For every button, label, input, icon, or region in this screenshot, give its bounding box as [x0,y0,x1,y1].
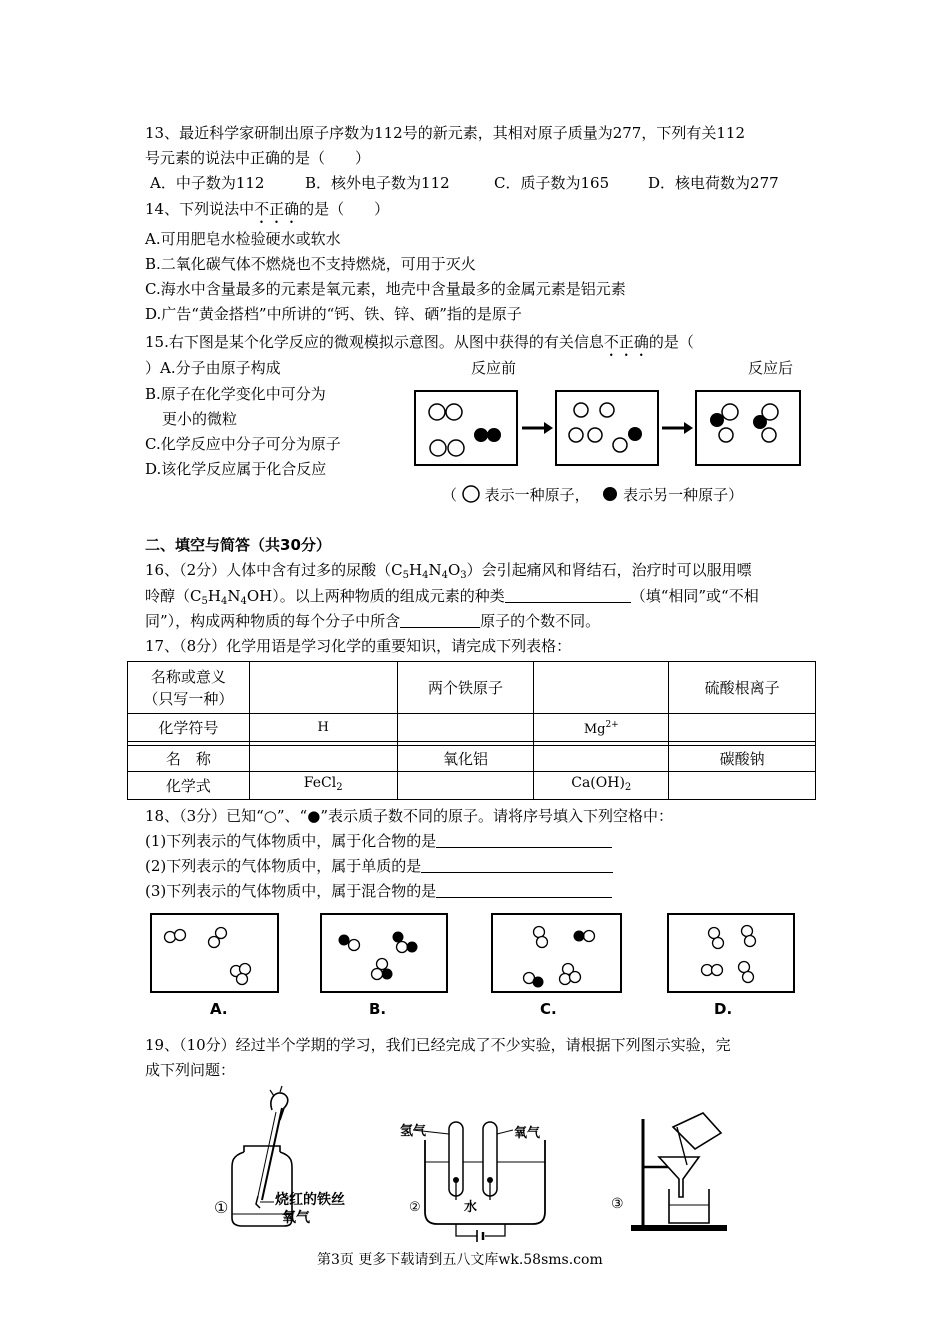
q18-caption-c: C. [540,1000,557,1018]
q15-reaction-diagram [414,390,804,470]
q14-option-c: C.海水中含量最多的元素是氧元素，地壳中含量最多的金属元素是铝元素 [145,280,626,298]
atom-white [537,937,548,948]
q17-stem: 17、（8分）化学用语是学习化学的重要知识，请完成下列表格： [145,637,572,655]
q17-table [127,661,816,800]
q13-option-d: D．核电荷数为277 [648,174,779,192]
fig2-number: ② [409,1200,421,1215]
q13-option-a: A．中子数为112 [150,174,265,192]
fig2-label-oxygen: 氧气 [514,1126,541,1141]
fig1-label-wire: 烧红的铁丝 [275,1192,345,1208]
q16-line3 [145,611,600,631]
atom-white [745,936,756,947]
atom-white [742,926,753,937]
atom-black [407,942,418,953]
diagram-box-b [321,914,447,992]
subscript: 4 [240,596,247,607]
q18-answer-blank-3[interactable] [436,881,612,898]
q16-text: 同”），构成两种物质的每个分子中所含 [145,612,401,630]
q15-option-d: D.该化学反应属于化合反应 [145,460,327,478]
atom-white [719,428,733,442]
atom-black [339,935,350,946]
q16-answer-blank-1[interactable] [505,586,631,603]
table-header-cell: 化学符号 [128,714,250,742]
q14-stem-pre: 14、下列说法中 [145,200,255,218]
atom-white [165,932,176,943]
atom-white [702,965,713,976]
atom-white [534,927,545,938]
reaction-box-middle [556,391,658,465]
q16-text: H [408,561,423,579]
answer-cell[interactable] [534,662,669,714]
diagram-box-d [668,914,794,992]
subscript: 4 [422,570,429,581]
answer-cell[interactable] [669,772,816,800]
arrow-1-head [544,422,553,434]
q15-legend [442,485,743,505]
q16-text: O [447,561,461,579]
page-footer: 第3页 更多下载请到五八文库wk.58sms.com [317,1252,603,1268]
table-row [128,772,816,800]
atom-white [600,403,614,417]
atom-white [240,964,251,975]
q18-caption-b: B. [369,1000,387,1018]
q16-text: N [428,561,442,579]
answer-cell[interactable] [249,746,397,772]
cell-line: （只写一种） [143,689,234,708]
fig1-number: ① [214,1198,229,1217]
atom-white [709,928,720,939]
q14-option-d: D.广告“黄金搭档”中所讲的“钙、铁、锌、硒”指的是原子 [145,305,522,323]
table-row [128,662,816,714]
table-row [128,714,816,742]
q18-answer-blank-1[interactable] [436,831,612,848]
table-header-cell: 名 称 [128,746,250,772]
q15-stem [145,332,694,360]
subscript: 5 [402,570,409,581]
cell-text: FeCl [303,775,337,791]
table-cell [249,772,397,800]
subscript: 4 [441,570,448,581]
q16-text: 16、（2分）人体中含有过多的尿酸（C [145,561,403,579]
wire-holder [262,1108,282,1200]
stand-base [631,1225,727,1231]
atom-white [429,404,445,420]
table-cell: 硫酸根离子 [669,662,816,714]
legend-white-atom-icon [462,485,480,503]
atom-white [175,930,186,941]
cell-text: Mg [583,722,606,737]
atom-white [430,440,446,456]
q18-sub3 [145,881,612,901]
diagram-box-a [151,914,278,992]
receiving-beaker [669,1189,709,1223]
table-cell: H [249,714,397,742]
atom-black [753,415,767,429]
q16-text: OH）。以上两种物质的组成元素的种类 [246,587,505,605]
q16-line1 [145,560,752,586]
q19-line2: 成下列问题： [145,1061,236,1079]
q18-sub2-text: (2)下列表示的气体物质中，属于单质的是 [145,857,422,875]
atom-white [397,942,408,953]
q13-line1: 13、最近科学家研制出原子序数为112号的新元素，其相对原子质量为277，下列有关112 [145,124,745,142]
q16-text: 呤醇（C [145,587,202,605]
table-cell: 氧化铝 [397,746,534,772]
q15-stem-pre: 15.右下图是某个化学反应的微观模拟示意图。从图中获得的有关信息 [145,333,604,351]
q13-option-b: B．核外电子数为112 [305,174,450,192]
q15-option-a: ）A.分子由原子构成 [145,359,281,377]
atom-white [237,974,248,985]
q18-sub3-text: (3)下列表示的气体物质中，属于混合物的是 [145,882,437,900]
atom-white [722,404,738,420]
atom-black [474,428,488,442]
atom-black [574,931,585,942]
table-header-cell [128,662,250,714]
legend-black-text: 表示另一种原子） [623,486,744,504]
atom-white [762,428,776,442]
table-cell [534,772,669,800]
funnel [659,1157,699,1197]
q18-sub1-text: (1)下列表示的气体物质中，属于化合物的是 [145,832,437,850]
legend-white-text: 表示一种原子， [484,486,590,504]
q14-stem [145,199,389,227]
atom-white [712,965,723,976]
q15-option-b2: 更小的微粒 [162,410,238,428]
table-row [128,746,816,772]
table-cell: 碳酸钠 [669,746,816,772]
atom-white [560,974,571,985]
q13-line2: 号元素的说法中正确的是（ ） [145,149,371,167]
answer-cell[interactable] [397,714,534,742]
q14-stem-post: 的是（ ） [299,200,390,218]
q14-stem-emphasis: 不正确 [254,200,300,218]
q16-text: H [207,587,221,605]
cell-line: 名称或意义 [150,667,226,686]
atom-white [377,959,388,970]
q15-stem-post: 的是（ [648,333,694,351]
q18-caption-a: A. [210,1000,228,1018]
q15-label-after: 反应后 [748,359,794,377]
q18-answer-blank-2[interactable] [421,856,613,873]
atom-black [393,932,404,943]
atom-black [487,428,501,442]
atom-white [446,404,462,420]
fig3-number: ③ [611,1196,624,1212]
atom-black [533,977,544,988]
subscript: 2 [336,782,343,793]
atom-white [372,969,383,980]
q13-option-c: C．质子数为165 [494,174,610,192]
reaction-box-after [696,391,800,465]
table-cell [534,714,669,742]
answer-cell[interactable] [249,662,397,714]
q15-label-before: 反应前 [471,359,517,377]
atom-white [569,428,583,442]
legend-open: （ [442,486,458,504]
fig2-label-hydrogen: 氢气 [400,1124,427,1139]
arrow-2-head [684,422,693,434]
experiment-filtration-figure [625,1105,735,1235]
q15-stem-emphasis: 不正确 [603,333,649,351]
subscript: 4 [220,596,228,607]
q16-text: （填“相同”或“不相 [630,587,759,605]
table-header-cell: 化学式 [128,772,250,800]
reaction-box-before [415,391,517,465]
q14-option-b: B.二氧化碳气体不燃烧也不支持燃烧，可用于灭火 [145,255,476,273]
atom-black [628,427,642,441]
q18-diagrams [150,913,830,995]
q15-option-c: C.化学反应中分子可分为原子 [145,435,341,453]
q14-option-a: A.可用肥皂水检验硬水或软水 [145,230,341,248]
q18-caption-d: D. [714,1000,733,1018]
q19-line1: 19、（10分）经过半个学期的学习，我们已经完成了不少实验，请根据下列图示实验，完 [145,1036,731,1054]
q16-answer-blank-2[interactable] [400,611,480,628]
pouring-beaker [673,1113,721,1149]
fig1-label-gas: 氧气 [282,1210,310,1226]
atom-white [613,438,627,452]
answer-cell[interactable] [397,772,534,800]
atom-white [216,928,227,939]
q16-line2 [145,586,759,612]
atom-white [713,938,724,949]
superscript: 2+ [605,720,619,730]
atom-white [349,940,360,951]
q15-option-b1: B.原子在化学变化中可分为 [145,385,326,403]
q16-text: ）会引起痛风和肾结石，治疗时可以服用嘌 [466,561,752,579]
atom-white [448,440,464,456]
table-cell: 两个铁原子 [397,662,534,714]
q16-text: N [227,587,241,605]
diagram-box-c [492,914,621,992]
answer-cell[interactable] [534,746,669,772]
q18-stem: 18、（3分）已知“○”、“●”表示质子数不同的原子。请将序号填入下列空格中： [145,807,673,825]
answer-cell[interactable] [669,714,816,742]
q18-sub2 [145,856,613,876]
atom-white [739,962,750,973]
atom-white [584,931,595,942]
section-2-title: 二、填空与简答（共30分） [145,536,331,554]
q18-sub1 [145,831,612,851]
legend-black-atom-icon [602,486,618,502]
atom-white [588,428,602,442]
q16-text: 原子的个数不同。 [480,612,601,630]
fig2-label-water: 水 [464,1200,478,1215]
subscript: 3 [460,570,467,581]
subscript: 2 [624,782,632,793]
atom-white [574,403,588,417]
atom-white [570,972,581,983]
cell-text: Ca(OH) [571,775,625,791]
subscript: 5 [201,596,208,607]
atom-white [743,972,754,983]
